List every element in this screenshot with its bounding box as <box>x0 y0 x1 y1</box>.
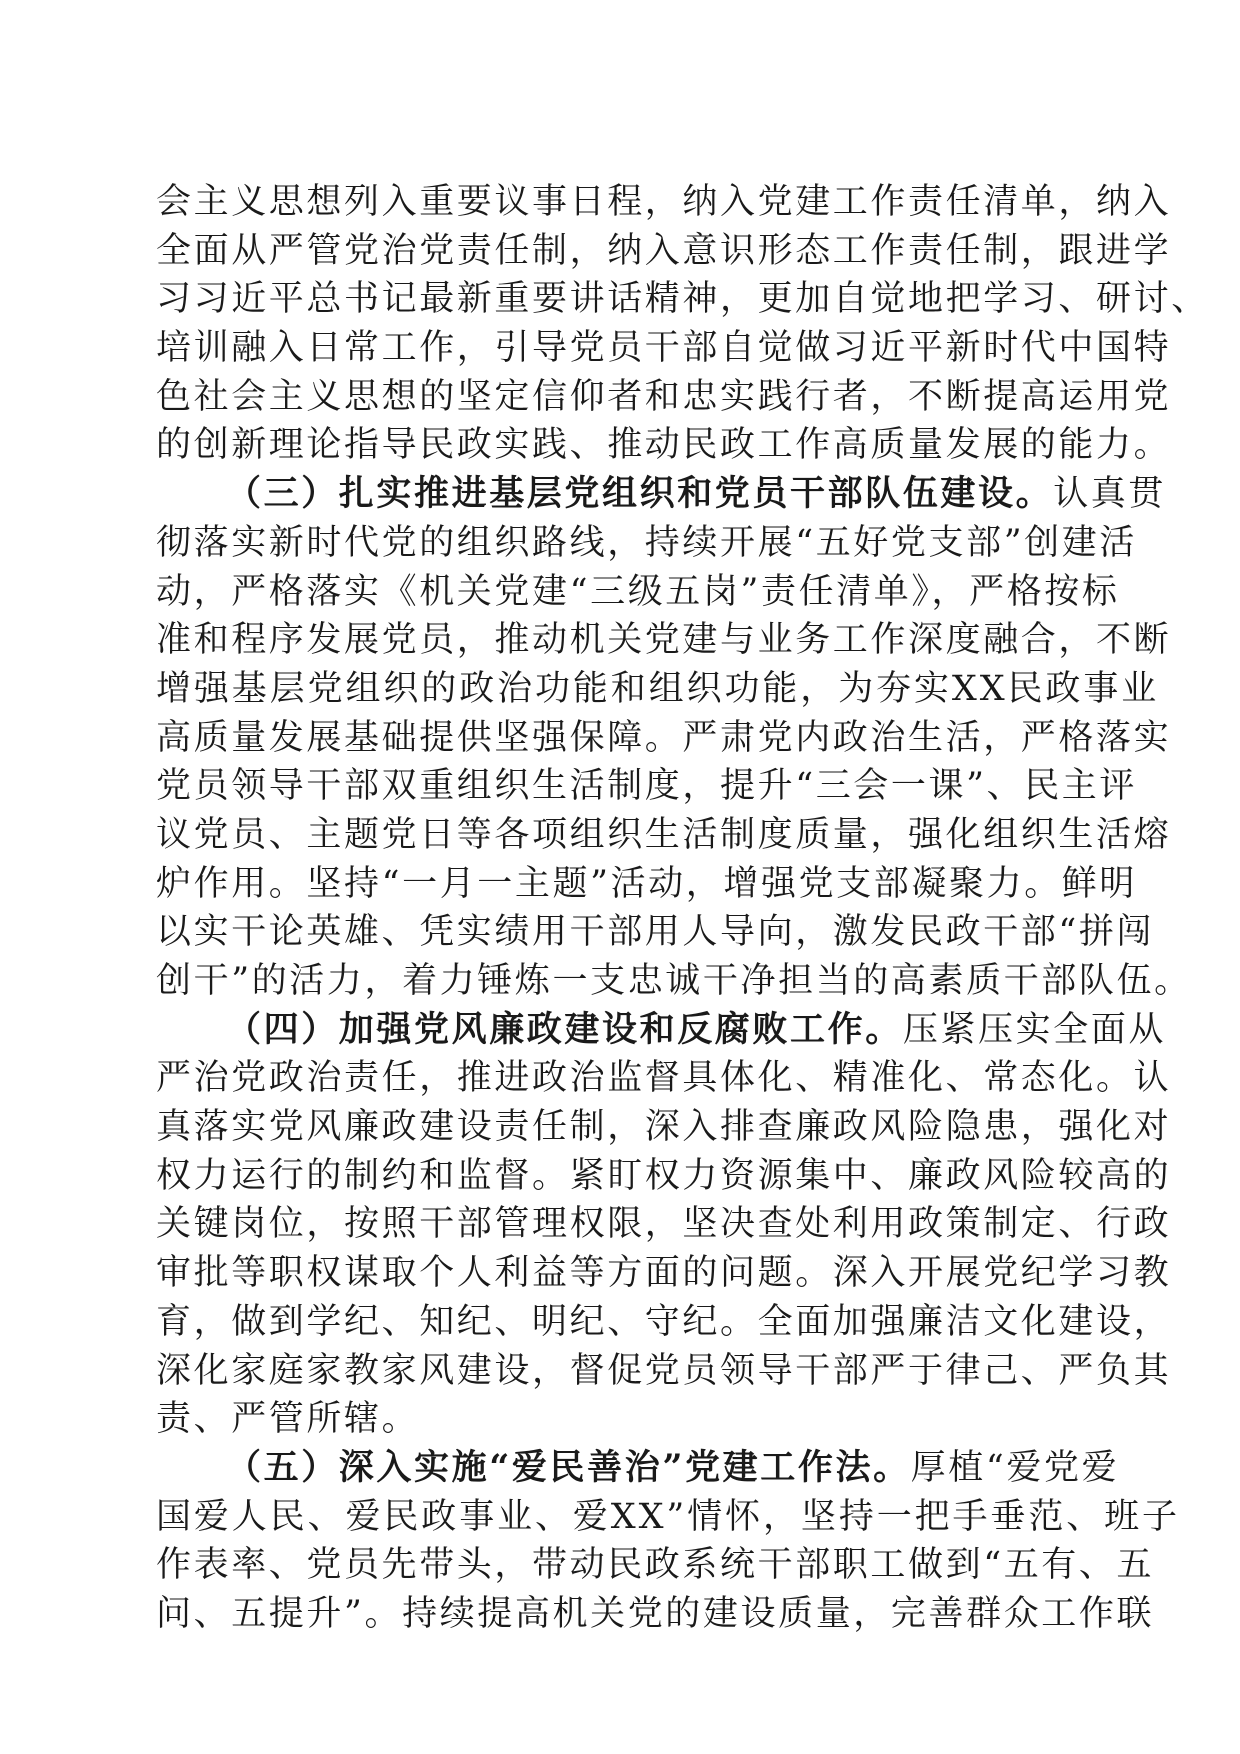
section-title-3: （三）扎实推进基层党组织和党员干部队伍建设。 <box>226 473 1054 515</box>
section-title-5: （五）深入实施“爱民善治”党建工作法。 <box>226 1446 911 1488</box>
section-text-3: 认真贯 <box>1053 474 1167 515</box>
text-line: 以实干论英雄、凭实绩用干部用人导向，激发民政干部“拼闯 <box>156 912 1155 953</box>
text-line: 议党员、主题党日等各项组织生活制度质量，强化组织生活熔 <box>156 814 1172 855</box>
text-line: 严治党政治责任，推进政治监督具体化、精准化、常态化。认 <box>156 1058 1172 1099</box>
text-line: 作表率、党员先带头，带动民政系统干部职工做到“五有、五 <box>156 1545 1155 1586</box>
text-line: 责、严管所辖。 <box>156 1399 420 1440</box>
text-line: 关键岗位，按照干部管理权限，坚决查处利用政策制定、行政 <box>156 1204 1172 1245</box>
text-line: 创干”的活力，着力锤炼一支忠诚干净担当的高素质干部队伍。 <box>156 961 1192 1001</box>
text-line: 国爱人民、爱民政事业、爱XX”情怀，坚持一把手垂范、班子 <box>156 1496 1180 1537</box>
text-line: 深化家庭家教家风建设，督促党员领导干部严于律己、严负其 <box>156 1350 1172 1391</box>
section-heading-3 <box>156 470 1167 519</box>
text-line: 会主义思想列入重要议事日程，纳入党建工作责任清单，纳入 <box>156 182 1172 222</box>
text-line: 审批等职权谋取个人利益等方面的问题。深入开展党纪学习教 <box>156 1253 1172 1294</box>
text-line: 全面从严管党治党责任制，纳入意识形态工作责任制，跟进学 <box>156 230 1172 271</box>
section-title-4: （四）加强党风廉政建设和反腐败工作。 <box>226 1008 903 1050</box>
text-line: 动，严格落实《机关党建“三级五岗”责任清单》，严格按标 <box>156 571 1120 612</box>
text-line: 培训融入日常工作，引导党员干部自觉做习近平新时代中国特 <box>156 328 1172 369</box>
text-line: 炉作用。坚持“一月一主题”活动，增强党支部凝聚力。鲜明 <box>156 863 1137 904</box>
section-text-4: 压紧压实全面从 <box>902 1009 1167 1050</box>
section-heading-5 <box>156 1444 1120 1493</box>
text-line: 权力运行的制约和监督。紧盯权力资源集中、廉政风险较高的 <box>156 1155 1172 1196</box>
body-text <box>156 178 1209 1639</box>
text-line: 问、五提升”。持续提高机关党的建设质量，完善群众工作联 <box>156 1593 1155 1634</box>
text-line: 育，做到学纪、知纪、明纪、守纪。全面加强廉洁文化建设， <box>156 1301 1172 1342</box>
section-heading-4 <box>156 1006 1167 1055</box>
section-text-5: 厚植“爱党爱 <box>910 1447 1120 1488</box>
text-line: 准和程序发展党员，推动机关党建与业务工作深度融合，不断 <box>156 620 1172 661</box>
text-line: 彻落实新时代党的组织路线，持续开展“五好党支部”创建活 <box>156 522 1137 563</box>
text-line: 真落实党风廉政建设责任制，深入排查廉政风险隐患，强化对 <box>156 1107 1172 1148</box>
text-line: 的创新理论指导民政实践、推动民政工作高质量发展的能力。 <box>156 425 1172 466</box>
text-line: 高质量发展基础提供坚强保障。严肃党内政治生活，严格落实 <box>156 717 1172 758</box>
text-line: 党员领导干部双重组织生活制度，提升“三会一课”、民主评 <box>156 766 1137 807</box>
text-line: 色社会主义思想的坚定信仰者和忠实践行者，不断提高运用党 <box>156 376 1172 417</box>
text-line: 增强基层党组织的政治功能和组织功能，为夯实XX民政事业 <box>156 668 1160 709</box>
text-line: 习习近平总书记最新重要讲话精神，更加自觉地把学习、研讨、 <box>156 279 1209 320</box>
